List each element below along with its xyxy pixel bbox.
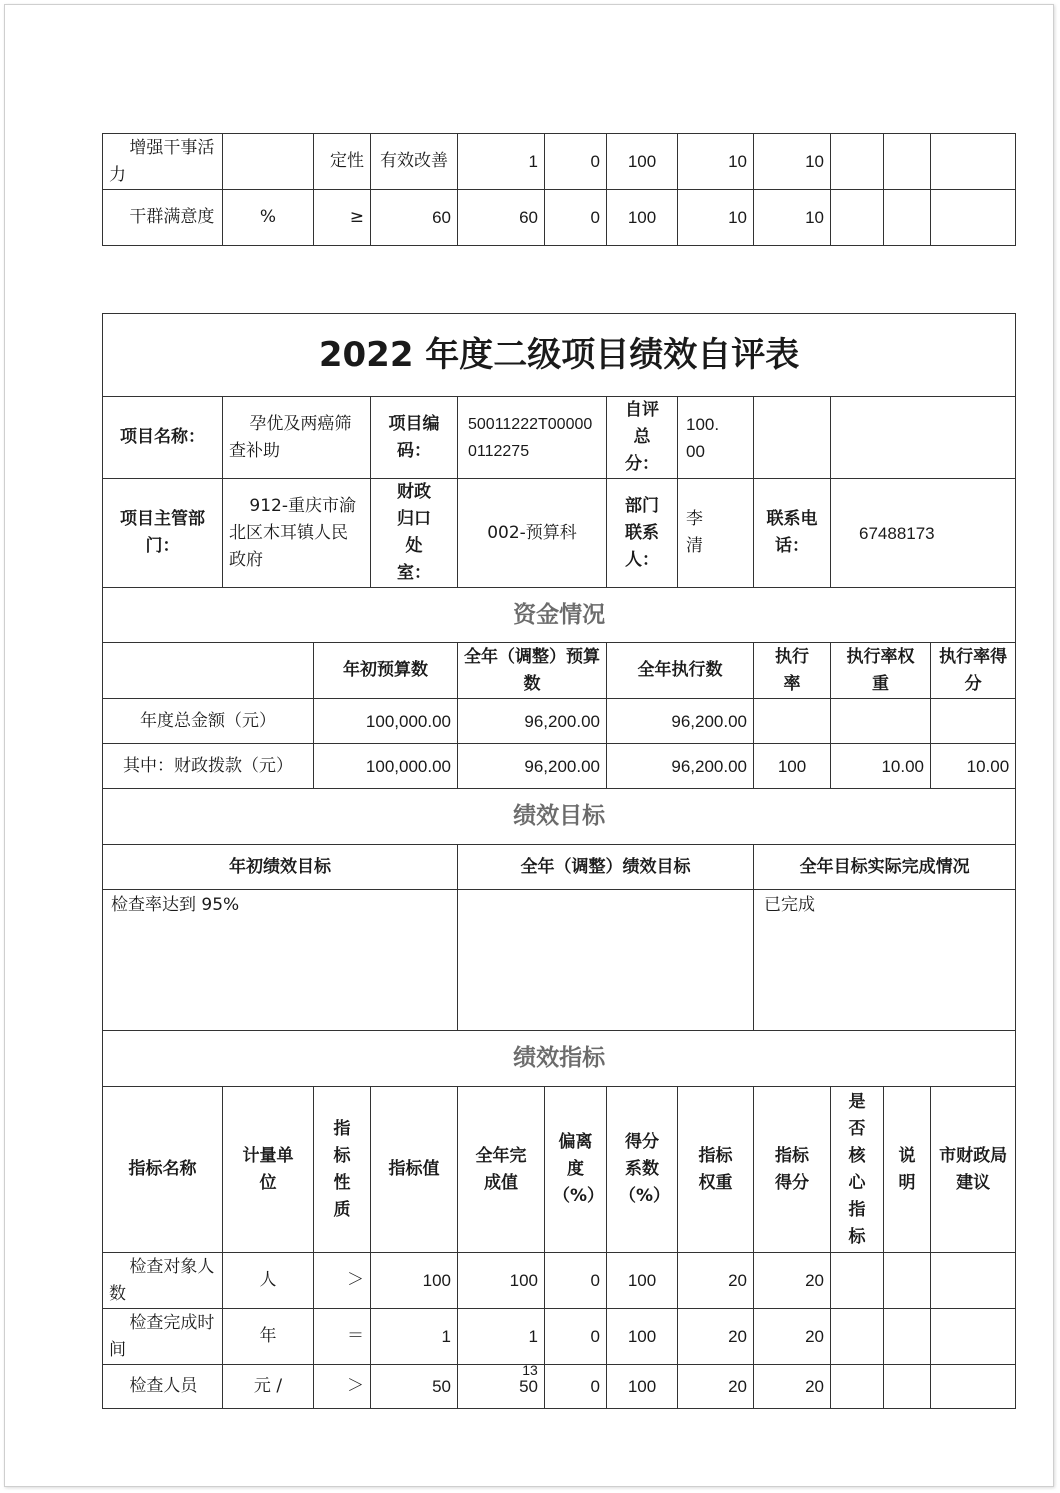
indicator-score-coef: 100 <box>607 1365 678 1409</box>
funds-header: 执行率得分 <box>931 643 1016 699</box>
indicators-header: 全年完成值 <box>458 1087 545 1253</box>
funds-header-row <box>103 643 1016 699</box>
indicator-unit <box>223 134 314 190</box>
continuation-indicator-table <box>102 133 1016 246</box>
funds-header: 年初预算数 <box>314 643 458 699</box>
indicator-actual: 100 <box>458 1253 545 1309</box>
indicator-weight: 20 <box>678 1309 754 1365</box>
adjusted-goal <box>458 890 754 1031</box>
indicator-suggestion <box>931 1253 1016 1309</box>
indicator-score-coef: 100 <box>607 1253 678 1309</box>
indicator-deviation: 0 <box>545 134 607 190</box>
empty-cell <box>103 643 314 699</box>
finance-office-value: 002-预算科 <box>458 479 607 588</box>
funds-row-label: 其中：财政拨款（元） <box>103 744 314 789</box>
department-info-row <box>103 479 1016 588</box>
project-code-label: 项目编码： <box>371 397 458 479</box>
indicator-score: 20 <box>754 1253 831 1309</box>
indicator-score: 20 <box>754 1365 831 1409</box>
funds-row-label: 年度总金额（元） <box>103 699 314 744</box>
table-row <box>103 134 1016 190</box>
table-row <box>103 1253 1016 1309</box>
indicator-core <box>831 190 884 246</box>
empty-cell <box>754 397 831 479</box>
indicators-header-row <box>103 1087 1016 1253</box>
initial-goal: 检查率达到 95% <box>103 890 458 1031</box>
indicators-header: 市财政局建议 <box>931 1087 1016 1253</box>
indicator-weight: 20 <box>678 1253 754 1309</box>
self-score-value: 100.00 <box>678 397 754 479</box>
indicator-actual: 1 <box>458 1309 545 1365</box>
funds-executed: 96,200.00 <box>607 744 754 789</box>
project-code-value: 50011222T000000112275 <box>458 397 607 479</box>
funds-rate-score: 10.00 <box>931 744 1016 789</box>
indicator-weight: 10 <box>678 134 754 190</box>
indicators-header: 指标权重 <box>678 1087 754 1253</box>
indicator-actual: 1 <box>458 134 545 190</box>
funds-rate: 100 <box>754 744 831 789</box>
indicator-name: 检查对象人数 <box>103 1253 223 1309</box>
indicator-score: 10 <box>754 190 831 246</box>
indicators-header: 是否核心指标 <box>831 1087 884 1253</box>
indicators-header: 指标值 <box>371 1087 458 1253</box>
funds-header: 执行率权重 <box>831 643 931 699</box>
indicator-suggestion <box>931 1309 1016 1365</box>
indicator-core <box>831 1309 884 1365</box>
dept-label: 项目主管部门： <box>103 479 223 588</box>
indicator-name: 检查人员 <box>103 1365 223 1409</box>
indicator-score: 20 <box>754 1309 831 1365</box>
funds-executed: 96,200.00 <box>607 699 754 744</box>
indicator-target: 60 <box>371 190 458 246</box>
indicator-unit: 年 <box>223 1309 314 1365</box>
indicator-nature: ≥ <box>314 190 371 246</box>
funds-rate-score <box>931 699 1016 744</box>
indicator-target: 有效改善 <box>371 134 458 190</box>
funds-rate-weight: 10.00 <box>831 744 931 789</box>
indicators-header: 得分系数（%） <box>607 1087 678 1253</box>
indicator-name: 检查完成时间 <box>103 1309 223 1365</box>
indicator-score: 10 <box>754 134 831 190</box>
indicator-core <box>831 1253 884 1309</box>
funds-rate-weight <box>831 699 931 744</box>
table-row <box>103 1309 1016 1365</box>
indicator-unit: % <box>223 190 314 246</box>
indicator-weight: 20 <box>678 1365 754 1409</box>
funds-row <box>103 744 1016 789</box>
indicator-nature: 定性 <box>314 134 371 190</box>
indicator-note <box>884 1309 931 1365</box>
finance-office-label: 财政归口处室： <box>371 479 458 588</box>
funds-adjusted: 96,200.00 <box>458 744 607 789</box>
funds-adjusted: 96,200.00 <box>458 699 607 744</box>
indicator-deviation: 0 <box>545 190 607 246</box>
indicator-core <box>831 134 884 190</box>
form-title: 2022 年度二级项目绩效自评表 <box>103 314 1016 397</box>
indicator-note <box>884 1253 931 1309</box>
indicator-suggestion <box>931 134 1016 190</box>
indicator-name: 增强干事活力 <box>103 134 223 190</box>
project-name-label: 项目名称： <box>103 397 223 479</box>
indicator-deviation: 0 <box>545 1309 607 1365</box>
funds-header: 全年（调整）预算数 <box>458 643 607 699</box>
indicator-unit: 元 / <box>223 1365 314 1409</box>
funds-header: 执行率 <box>754 643 831 699</box>
indicator-unit: 人 <box>223 1253 314 1309</box>
funds-rate <box>754 699 831 744</box>
indicators-header: 指标性质 <box>314 1087 371 1253</box>
funds-initial: 100,000.00 <box>314 744 458 789</box>
goals-section-title: 绩效目标 <box>103 789 1016 845</box>
indicator-score-coef: 100 <box>607 134 678 190</box>
indicator-nature: ＞ <box>314 1365 371 1409</box>
indicator-note <box>884 134 931 190</box>
funds-initial: 100,000.00 <box>314 699 458 744</box>
self-evaluation-form <box>102 313 1016 1409</box>
indicator-score-coef: 100 <box>607 1309 678 1365</box>
goals-header-row <box>103 845 1016 890</box>
funds-section-title: 资金情况 <box>103 588 1016 643</box>
indicator-note <box>884 190 931 246</box>
indicators-section-title: 绩效指标 <box>103 1031 1016 1087</box>
indicators-header: 计量单位 <box>223 1087 314 1253</box>
indicator-suggestion <box>931 190 1016 246</box>
indicator-deviation: 0 <box>545 1365 607 1409</box>
goal-completion: 已完成 <box>754 890 1016 1031</box>
indicator-target: 50 <box>371 1365 458 1409</box>
indicator-actual: 60 <box>458 190 545 246</box>
page-number: 13 <box>522 1362 538 1378</box>
indicator-actual: 50 <box>458 1365 545 1409</box>
indicator-target: 100 <box>371 1253 458 1309</box>
indicators-header: 说明 <box>884 1087 931 1253</box>
indicators-header: 偏离度（%） <box>545 1087 607 1253</box>
indicators-header: 指标名称 <box>103 1087 223 1253</box>
indicator-nature: ＝ <box>314 1309 371 1365</box>
funds-header: 全年执行数 <box>607 643 754 699</box>
goals-header: 年初绩效目标 <box>103 845 458 890</box>
indicator-deviation: 0 <box>545 1253 607 1309</box>
project-name-value: 孕优及两癌筛查补助 <box>223 397 371 479</box>
empty-cell <box>831 397 1016 479</box>
phone-value: 67488173 <box>831 479 1016 588</box>
contact-label: 部门联系人： <box>607 479 678 588</box>
contact-value: 李清 <box>678 479 754 588</box>
indicator-score-coef: 100 <box>607 190 678 246</box>
goals-header: 全年（调整）绩效目标 <box>458 845 754 890</box>
funds-row <box>103 699 1016 744</box>
phone-label: 联系电话： <box>754 479 831 588</box>
goals-header: 全年目标实际完成情况 <box>754 845 1016 890</box>
goals-content-row <box>103 890 1016 1031</box>
indicator-target: 1 <box>371 1309 458 1365</box>
project-info-row <box>103 397 1016 479</box>
table-row <box>103 190 1016 246</box>
indicator-name: 干群满意度 <box>103 190 223 246</box>
indicator-nature: ＞ <box>314 1253 371 1309</box>
indicator-weight: 10 <box>678 190 754 246</box>
indicators-header: 指标得分 <box>754 1087 831 1253</box>
dept-value: 912-重庆市渝北区木耳镇人民政府 <box>223 479 371 588</box>
self-score-label: 自评总分： <box>607 397 678 479</box>
